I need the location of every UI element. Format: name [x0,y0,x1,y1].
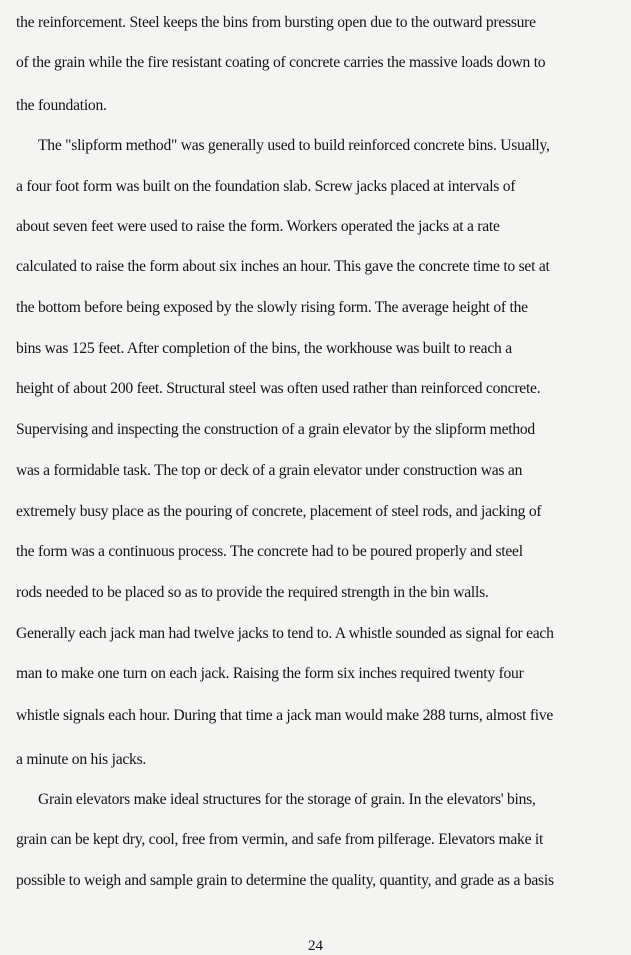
text-line: the foundation. [16,97,107,114]
text-line: Grain elevators make ideal structures for the storage of grain. In the elevators' bins, [38,791,536,808]
text-line: a four foot form was built on the foundation slab. Screw jacks placed at intervals of [16,178,516,195]
text-line: Generally each jack man had twelve jacks to tend to. A whistle sounded as signal for each [16,625,554,642]
text-line: height of about 200 feet. Structural steel was often used rather than reinforced concrete. [16,380,541,397]
text-line: calculated to raise the form about six inches an hour. This gave the concrete time to set at [16,258,550,275]
text-line: was a formidable task. The top or deck of a grain elevator under construction was an [16,462,523,479]
text-line: the form was a continuous process. The concrete had to be poured properly and steel [16,543,523,560]
text-line: the reinforcement. Steel keeps the bins from bursting open due to the outward pressure [16,14,536,31]
text-line: of the grain while the fire resistant coating of concrete carries the massive loads down to [16,54,546,71]
text-line: grain can be kept dry, cool, free from vermin, and safe from pilferage. Elevators make it [16,831,544,848]
text-line: man to make one turn on each jack. Raising the form six inches required twenty four [16,665,524,682]
text-line: about seven feet were used to raise the form. Workers operated the jacks at a rate [16,218,500,235]
text-line: whistle signals each hour. During that time a jack man would make 288 turns, almost five [16,707,554,724]
page-number: 24 [308,938,323,954]
text-line: extremely busy place as the pouring of concrete, placement of steel rods, and jacking of [16,503,542,520]
text-line: possible to weigh and sample grain to determine the quality, quantity, and grade as a basis [16,872,554,889]
text-line: the bottom before being exposed by the slowly rising form. The average height of the [16,299,528,316]
text-line: bins was 125 feet. After completion of the bins, the workhouse was built to reach a [16,340,512,357]
text-line: rods needed to be placed so as to provide the required strength in the bin walls. [16,584,489,601]
text-line: Supervising and inspecting the construction of a grain elevator by the slipform method [16,421,535,438]
text-line: The "slipform method" was generally used to build reinforced concrete bins. Usually, [38,137,550,154]
text-line: a minute on his jacks. [16,751,147,768]
